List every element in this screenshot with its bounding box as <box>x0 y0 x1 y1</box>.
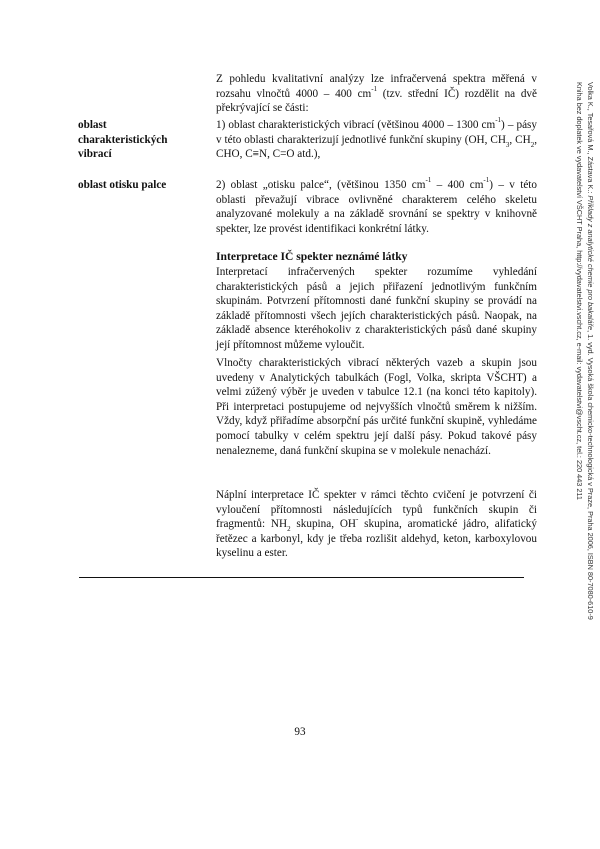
paragraph-wavenumbers: Vlnočty charakteristických vibrací některých vazeb a skupin jsou uvedeny v Analytických tabulkách (Fogl, Volka, skripta VŠCHT) a velmi zúžený výběr je uveden v tabulce 12.1 (na konci této kapitoly). Při interpretaci postupujeme od nejvyšších vlnočtů směrem k nižším. Vždy, když přiřadíme absorpční pás určité funkční skupině, vyhledáme pomocí tabulky v celém spektru její další pásy. Pokud takové pásy nenalezneme, daná funkční skupina se v molekule nenachází. <box>216 357 537 457</box>
item-characteristic-vibrations: 1) oblast charakteristických vibrací (většinou 4000 – 1300 $cm^{-1}$) – pásy v této oblasti charakterizují jednotlivé funkční skupiny (OH, $CH_3$, $CH_2$, CHO, C≡N, C=O atd.), <box>216 116 537 161</box>
paragraph-interpretation: Interpretací infračervených spekter rozumíme vyhledání charakteristických pásů a jejich přiřazení jednotlivým funkčním skupinám. Potvrzení přítomnosti dané funkční skupiny se provádí na základě přítomnosti všech jejích charakteristických pásů. Naopak, na základě absence kteréhokoliv z charakteristických pásů dané skupiny její přítomnost můžeme vyloučit. <box>216 266 537 351</box>
intro-paragraph: Z pohledu kvalitativní analýzy lze infračervená spektra měřená v rozsahu vlnočtů 4000 – 400 $cm^{-1}$ (tzv. střední IČ) rozdělit na dvě překrývající se části: <box>216 73 537 115</box>
page-number: 93 <box>294 726 306 738</box>
margin-note-characteristic-vibrations: oblast charakteristických vibrací <box>78 119 168 161</box>
section-end-rule <box>79 577 524 578</box>
item-fingerprint-region: 2) oblast „otisku palce“, (většinou 1350 $cm^{-1} - 400$ $cm^{-1}$) – v této oblasti převažují vibrace ovlivněné charakterem celého skeletu analyzované molekuly a na základě srovnání se spektry v knihovně spekter, lze provést identifikaci konkrétní látky. <box>216 176 537 235</box>
rotated-citation-note <box>567 82 595 672</box>
citation-line-1: Volka K., Tesařová M., Zástava K.: Příklady z analytické chemie pro bakaláře, 1. vyd. Vysoká škola chemicko-technologická v Praze, Praha 2006, ISBN 80-7080-610-9 <box>586 82 595 620</box>
section-heading: Interpretace IČ spekter neznámé látky <box>216 250 408 263</box>
margin-note-fingerprint: oblast otisku palce <box>78 179 167 191</box>
citation-line-2: Kniha bez doplatek ve vydavatelství VŠCHT Praha, http://vydavatelstvi.vscht.cz, e-mail: vydavatelstvi@vscht.cz, tel.: 220 443 211 <box>575 82 585 500</box>
paragraph-exercise-scope: Náplní interpretace IČ spekter v rámci těchto cvičení je potvrzení či vyloučení přítomnosti následujících typů funkčních skupin či fragmentů: $NH_2$ skupina, OH- skupina, aromatické jádro, alifatický řetězec a karbonyl, kdy je třeba rozlišit aldehyd, keton, karboxylovou kyselinu a ester. <box>216 489 537 560</box>
